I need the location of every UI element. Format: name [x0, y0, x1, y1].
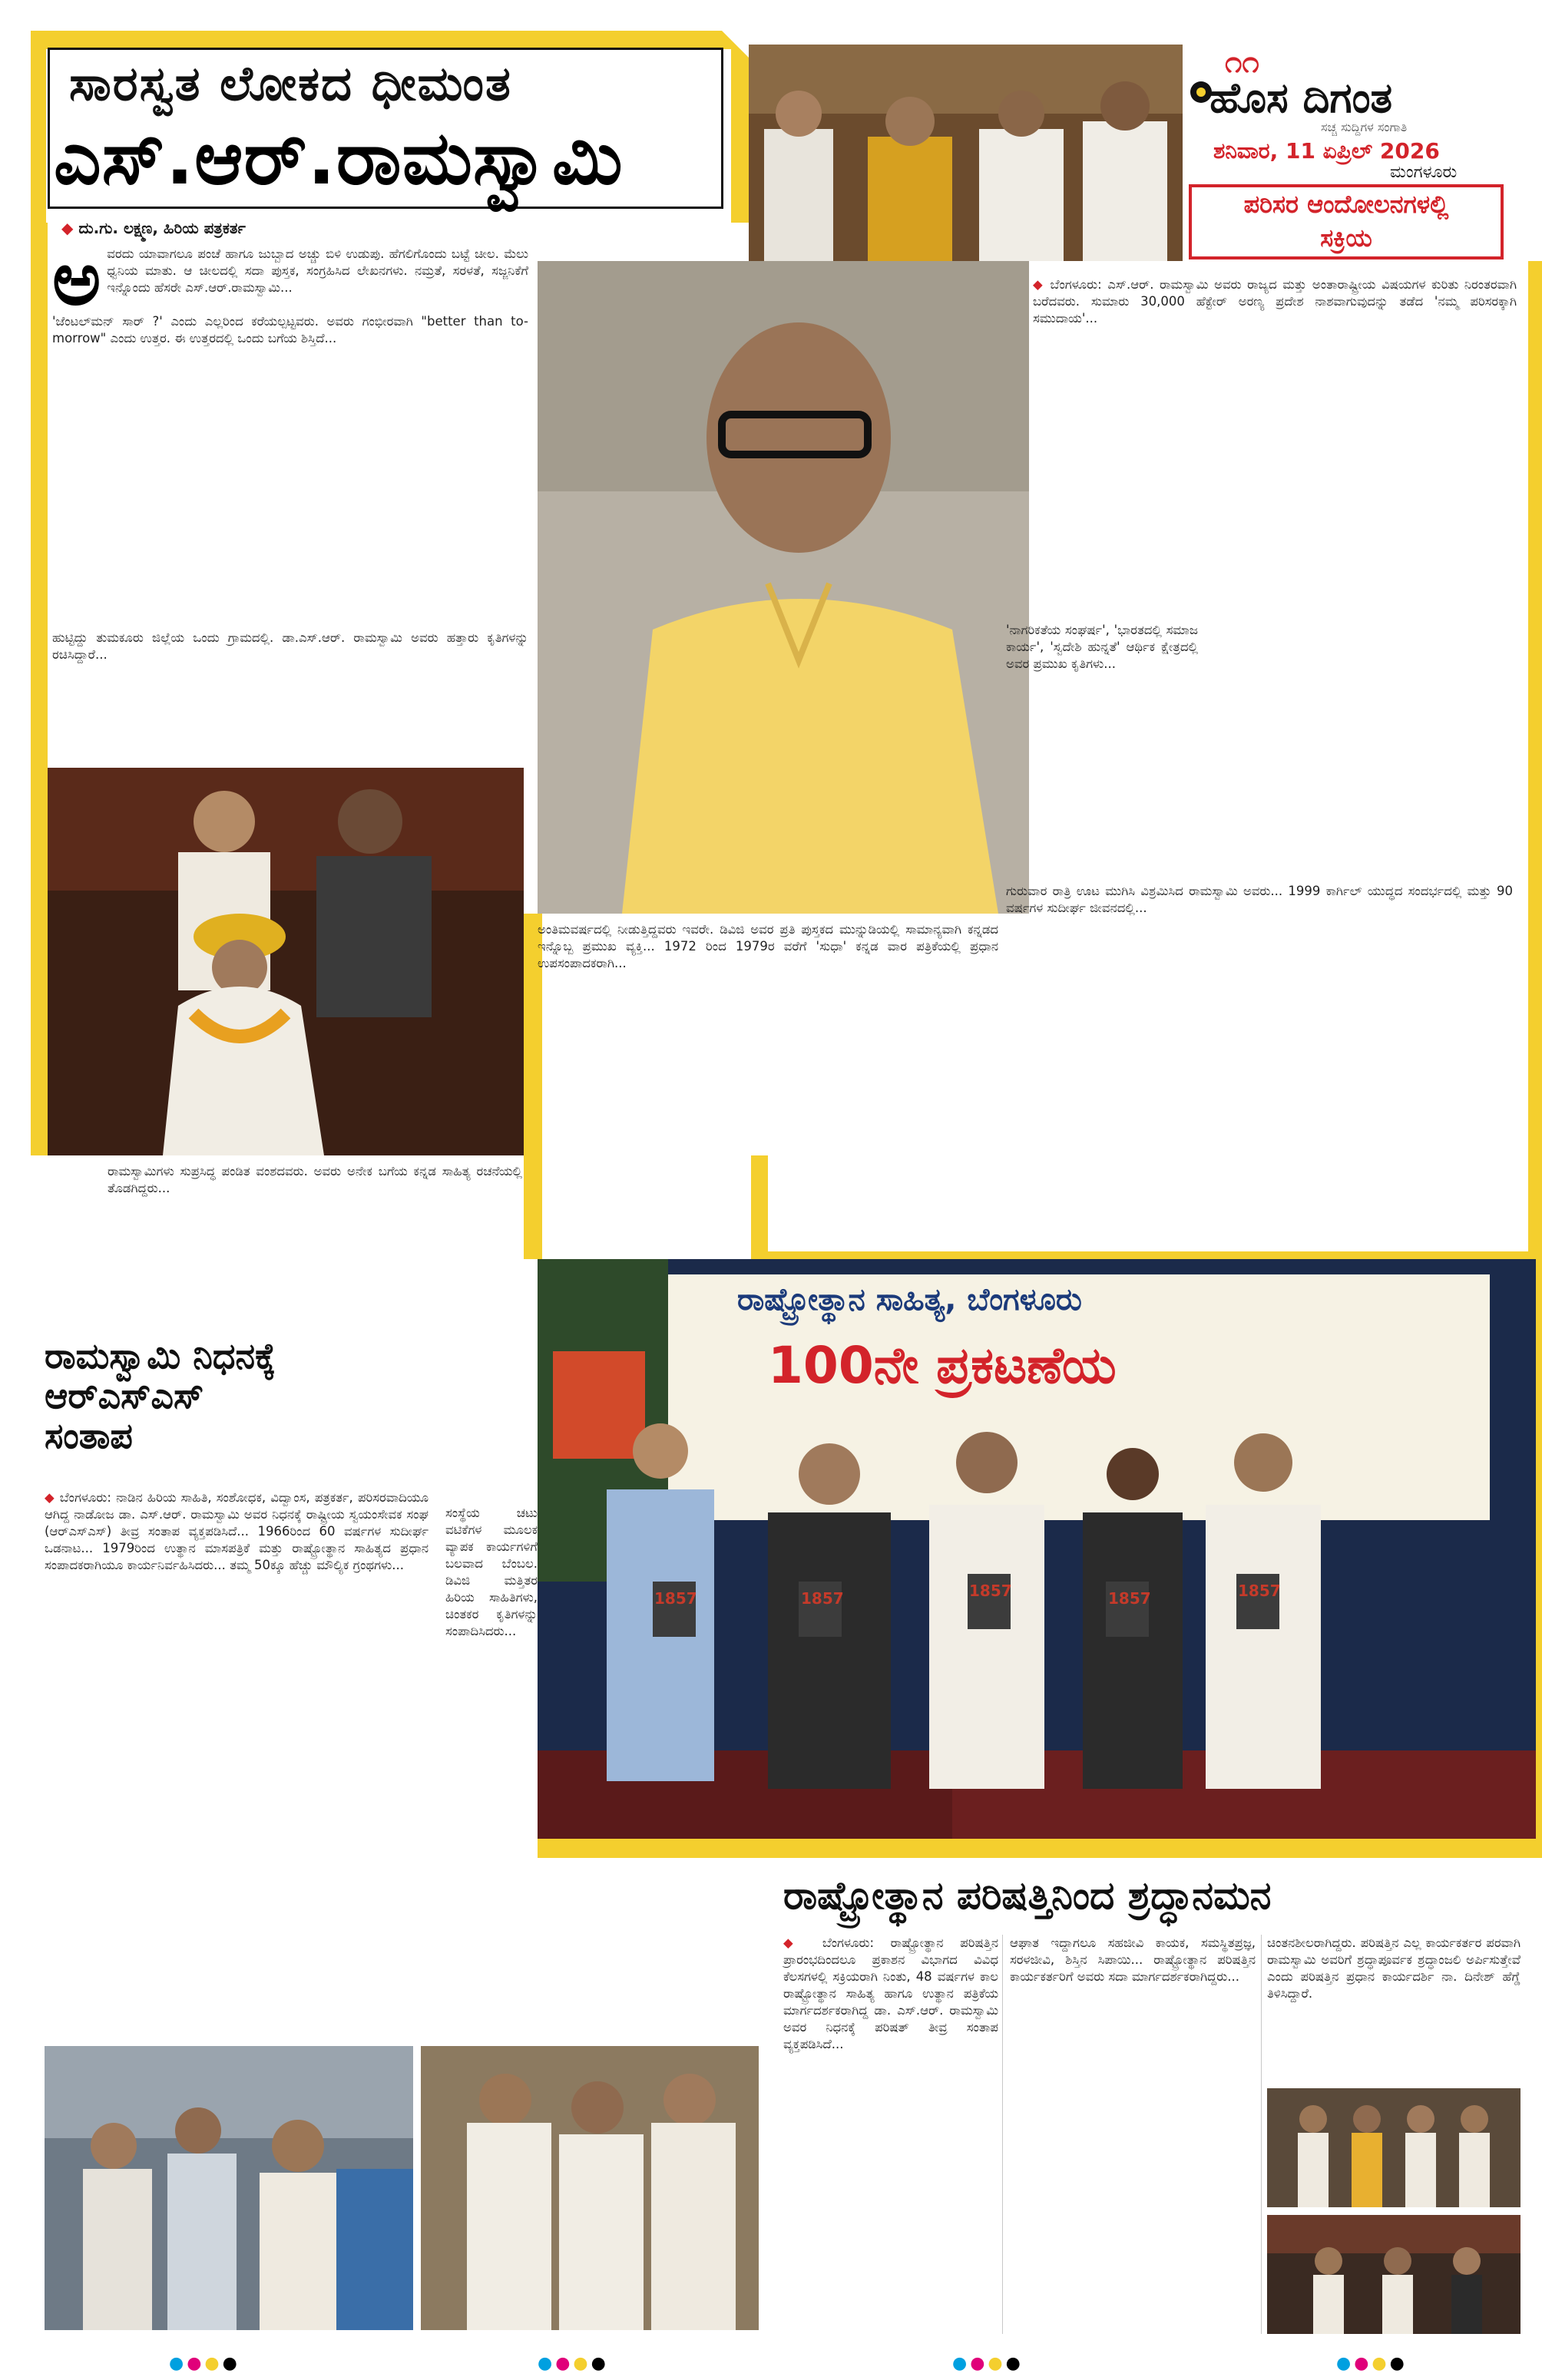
article-paragraph-6 [538, 921, 998, 1259]
banner-book-title-1: 1857 [654, 1589, 697, 1608]
article-paragraph-4 [1006, 622, 1198, 883]
section-tag-line-1: ಪರಿಸರ ಆಂದೋಲನಗಳಲ್ಲಿ [1243, 190, 1449, 219]
bullet-icon: ◆ [61, 219, 79, 237]
banner-book-title-3: 1857 [969, 1582, 1012, 1600]
banner-org-text: ರಾಷ್ಟ್ರೋತ್ಥಾನ ಸಾಹಿತ್ಯ, ಬೆಂಗಳೂರು [737, 1282, 1082, 1317]
article-p6-text: ಬೆಂಗಳೂರು: ಎಸ್.ಆರ್. ರಾಮಸ್ವಾಮಿ ಅವರು ರಾಜ್ಯದ ಮತ್ತು ಅಂತಾರಾಷ್ಟ್ರೀಯ ವಿಷಯಗಳ ಕುರಿತು ನಿರಂತರವಾಗಿ ಬರೆದವರು. ಸುಮಾರು 30,000 ಹೆಕ್ಟೇರ್ ಅರಣ್ಯ ಪ್ರದೇಶ ನಾಶವಾಗುವುದನ್ನು ತಡೆದ 'ನಮ್ಮ ಪರಿಸರಕ್ಕಾಗಿ ಸಮುದಾಯ'... [1033, 277, 1517, 326]
registration-marks: ●●●● [538, 2354, 609, 2373]
section-tag-line-2: ಸಕ್ರಿಯ [1320, 223, 1372, 253]
column-divider [1261, 1935, 1262, 2334]
registration-marks: ●●●● [169, 2354, 240, 2373]
rashtrotthana-heading: ರಾಷ್ಟ್ರೋತ್ಥಾನ ಪರಿಷತ್ತಿನಿಂದ ಶ್ರದ್ಧಾನಮನ [783, 1873, 1272, 1918]
rss-body [45, 1489, 429, 2042]
edition-city: ಮಂಗಳೂರು [1390, 163, 1458, 182]
rss-body-text: ಬೆಂಗಳೂರು: ನಾಡಿನ ಹಿರಿಯ ಸಾಹಿತಿ, ಸಂಶೋಧಕ, ವಿದ್ವಾಂಸ, ಪತ್ರಕರ್ತ, ಪರಿಸರವಾದಿಯೂ ಆಗಿದ್ದ ನಾಡೋಜ ಡಾ. ಎಸ್.ಆರ್. ರಾಮಸ್ವಾಮಿ ಅವರ ನಿಧನಕ್ಕೆ ರಾಷ್ಟ್ರೀಯ ಸ್ವಯಂಸೇವಕ ಸಂಘ (ಆರ್‌ಎಸ್‌ಎಸ್) ತೀವ್ರ ಸಂತಾಪ ವ್ಯಕ್ತಪಡಿಸಿದೆ... 1966ರಿಂದ 60 ವರ್ಷಗಳ ಸುದೀರ್ಘ ಒಡನಾಟ... 1979ರಿಂದ ಉತ್ಥಾನ ಮಾಸಪತ್ರಿಕೆ ಮತ್ತು ರಾಷ್ಟ್ರೋತ್ಥಾನ ಸಾಹಿತ್ಯದ ಪ್ರಧಾನ ಸಂಪಾದಕರಾಗಿಯೂ ಕಾರ್ಯನಿರ್ವಹಿಸಿದರು... ತಮ್ಮ 50ಕ್ಕೂ ಹೆಚ್ಚು ಮೌಲ್ಯಿಕ ಗ್ರಂಥಗಳು... [45, 1490, 429, 1572]
registration-marks: ●●●● [952, 2354, 1024, 2373]
article-p5-text: ಅಂತಿಮವರ್ಷದಲ್ಲಿ ನೀಡುತ್ತಿದ್ದವರು ಇವರೇ. ಡಿವಿಜಿ ಅವರ ಪ್ರತಿ ಪುಸ್ತಕದ ಮುನ್ನುಡಿಯಲ್ಲಿ ಸಾಮಾನ್ಯವಾಗಿ ಕನ್ನಡದ ಇನ್ನೊಬ್ಬ ಪ್ರಮುಖ ವ್ಯಕ್ತಿ... 1972 ರಿಂದ 1979ರ ವರೆಗೆ 'ಸುಧಾ' ಕನ್ನಡ ವಾರ ಪತ್ರಿಕೆಯಲ್ಲಿ ಪ್ರಧಾನ ಉಪಸಂಪಾದಕರಾಗಿ... [538, 922, 998, 970]
masthead-title: ಹೊಸ ದಿಗಂತ [1209, 74, 1393, 122]
photo-bottom-standing [421, 2046, 759, 2330]
article-p1-text: ವರದು ಯಾವಾಗಲೂ ಪಂಚೆ ಹಾಗೂ ಜುಬ್ಬಾದ ಅಚ್ಚು ಬಿಳಿ ಉಡುಪು. ಹೆಗಲಿಗೊಂದು ಬಟ್ಟೆ ಚೀಲ. ಮೆಲು ಧ್ವನಿಯ ಮಾತು. ಆ ಚೀಲದಲ್ಲಿ ಸದಾ ಪುಸ್ತಕ, ಸಂಗ್ರಹಿಸಿದ ಲೇಖನಗಳು. ನಮ್ರತೆ, ಸರಳತೆ, ಸಜ್ಜನಿಕೆಗೆ ಇನ್ನೊಂದು ಹೆಸರೇ ಎಸ್.ಆರ್.ರಾಮಸ್ವಾಮಿ... [107, 246, 528, 295]
article-p3-text: ಹುಟ್ಟಿದ್ದು ತುಮಕೂರು ಜಿಲ್ಲೆಯ ಒಂದು ಗ್ರಾಮದಲ್ಲಿ. ಡಾ.ಎಸ್.ಆರ್. ರಾಮಸ್ವಾಮಿ ಅವರು ಹತ್ತಾರು ಕೃತಿಗಳನ್ನು ರಚಿಸಿದ್ದಾರೆ... [52, 630, 528, 662]
article-paragraph-3 [1033, 276, 1517, 614]
headline-line-2: ಎಸ್.ಆರ್.ರಾಮಸ್ವಾಮಿ [54, 115, 624, 201]
article-paragraph-1 [52, 236, 528, 630]
registration-marks: ●●●● [1336, 2354, 1408, 2373]
article-paragraph-2 [52, 630, 528, 760]
photo-portrait [538, 261, 1029, 914]
rss-heading: ರಾಮಸ್ವಾಮಿ ನಿಧನಕ್ಕೆ ಆರ್‌ಎಸ್‌ಎಸ್ ಸಂತಾಪ [45, 1335, 276, 1456]
rashtrotthana-col3-text: ಚಿಂತನಶೀಲರಾಗಿದ್ದರು. ಪರಿಷತ್ತಿನ ಎಲ್ಲ ಕಾರ್ಯಕರ್ತರ ಪರವಾಗಿ ರಾಮಸ್ವಾಮಿ ಅವರಿಗೆ ಶ್ರದ್ಧಾಪೂರ್ವಕ ಶ್ರದ್ಧಾಂಜಲಿ ಅರ್ಪಿಸುತ್ತೇವೆ ಎಂದು ಪರಿಷತ್ತಿನ ಪ್ರಧಾನ ಕಾರ್ಯದರ್ಶಿ ನಾ. ದಿನೇಶ್ ಹೆಗ್ಡೆ ತಿಳಿಸಿದ್ದಾರೆ. [1267, 1935, 1520, 2001]
banner-main-text: 100ನೇ ಪ್ರಕಟಣೆಯ [768, 1336, 1117, 1395]
rashtrotthana-col-2 [1010, 1935, 1256, 2334]
photo-top-group [749, 45, 1183, 261]
article-p8-text: ಗುರುವಾರ ರಾತ್ರಿ ಊಟ ಮುಗಿಸಿ ವಿಶ್ರಮಿಸಿದ ರಾಮಸ್ವಾಮಿ ಅವರು... 1999 ಕಾರ್ಗಿಲ್ ಯುದ್ಧದ ಸಂದರ್ಭದಲ್ಲಿ ಮತ್ತು 90 ವರ್ಷಗಳ ಸುದೀರ್ಘ ಜೀವನದಲ್ಲಿ... [1006, 884, 1513, 915]
photo-felicitation [48, 768, 524, 1155]
rashtrotthana-col2-text: ಆಘಾತ ಇದ್ದಾಗಲೂ ಸಹಜೀವಿ ಕಾಯಕ, ಸಮಸ್ಥಿತಪ್ರಜ್ಞ, ಸರಳಜೀವಿ, ಶಿಸ್ತಿನ ಸಿಪಾಯಿ... ರಾಷ್ಟ್ರೋತ್ಥಾನ ಪರಿಷತ್ತಿನ ಕಾರ್ಯಕರ್ತರಿಗೆ ಅವರು ಸದಾ ಮಾರ್ಗದರ್ಶಕರಾಗಿದ್ದರು... [1010, 1935, 1256, 1984]
banner-book-title-5: 1857 [1238, 1582, 1281, 1600]
rashtrotthana-col1-text: ಬೆಂಗಳೂರು: ರಾಷ್ಟ್ರೋತ್ಥಾನ ಪರಿಷತ್ತಿನ ಪ್ರಾರಂಭದಿಂದಲೂ ಪ್ರಕಾಶನ ವಿಭಾಗದ ವಿವಿಧ ಕೆಲಸಗಳಲ್ಲಿ ಸಕ್ರಿಯರಾಗಿ ನಿಂತು, 48 ವರ್ಷಗಳ ಕಾಲ ರಾಷ್ಟ್ರೋತ್ಥಾನ ಸಾಹಿತ್ಯ ಹಾಗೂ ಉತ್ಥಾನ ಪತ್ರಿಕೆಯ ಮಾರ್ಗದರ್ಶಕರಾಗಿದ್ದ ಡಾ. ಎಸ್.ಆರ್. ರಾಮಸ್ವಾಮಿ ಅವರ ನಿಧನಕ್ಕೆ ಪರಿಷತ್ ತೀವ್ರ ಸಂತಾಪ ವ್ಯಕ್ತಪಡಿಸಿದೆ... [783, 1935, 998, 2051]
rashtrotthana-col-1 [783, 1935, 998, 2334]
masthead-tagline: ಸಚ್ಚ ಸುದ್ದಿಗಳ ಸಂಗಾತಿ [1321, 120, 1408, 134]
bullet-icon: ◆ [1033, 277, 1051, 292]
page-number: ೧೧ [1225, 45, 1259, 80]
article-paragraph-5 [1006, 883, 1513, 1244]
photo-bottom-right-1 [1267, 2088, 1520, 2207]
article-p4-text: ರಾಮಸ್ವಾಮಿಗಳು ಸುಪ್ರಸಿದ್ಧ ಪಂಡಿತ ವಂಶದವರು. ಅವರು ಅನೇಕ ಬಗೆಯ ಕನ್ನಡ ಸಾಹಿತ್ಯ ರಚನೆಯಲ್ಲಿ ತೊಡಗಿದ್ದರು... [108, 1164, 522, 1195]
rss-side-column [445, 1505, 538, 1843]
article-p7-text: 'ನಾಗರಿಕತೆಯ ಸಂಘರ್ಷ', 'ಭಾರತದಲ್ಲಿ ಸಮಾಜ ಕಾರ್ಯ', 'ಸ್ವದೇಶಿ ಹುನ್ನತೆ' ಆರ್ಥಿಕ ಕ್ಷೇತ್ರದಲ್ಲಿ ಅವರ ಪ್ರಮುಖ ಕೃತಿಗಳು... [1006, 623, 1198, 671]
photo-bottom-right-2 [1267, 2215, 1520, 2334]
byline [61, 219, 246, 237]
article-p2-text: 'ಜೆಂಟಲ್‌ಮನ್ ಸಾರ್ ?' ಎಂದು ಎಲ್ಲರಿಂದ ಕರೆಯಲ್ಪಟ್ಟವರು. ಅವರು ಗಂಭೀರವಾಗಿ "better than to-morrow" ಎಂದು ಉತ್ತರ. ಈ ಉತ್ತರದಲ್ಲಿ ಒಂದು ಬಗೆಯ ಶಿಸ್ತಿದೆ... [52, 314, 528, 345]
banner-book-title-4: 1857 [1108, 1589, 1151, 1608]
rashtrotthana-col-3 [1267, 1935, 1520, 2088]
section-tag-box [1189, 184, 1504, 259]
bullet-icon: ◆ [783, 1935, 822, 1950]
byline-text: ದು.ಗು. ಲಕ್ಷ್ಮಣ, ಹಿರಿಯ ಪತ್ರಕರ್ತ [78, 219, 246, 237]
headline-line-1: ಸಾರಸ್ವತ ಲೋಕದ ಧೀಮಂತ [69, 55, 512, 111]
issue-date: ಶನಿವಾರ, 11 ಏಪ್ರಿಲ್ 2026 [1213, 138, 1440, 164]
photo-bottom-audience [45, 2046, 413, 2330]
bullet-icon: ◆ [45, 1490, 60, 1505]
column-divider [1002, 1935, 1003, 2334]
rss-side-text: ಸಂಸ್ಥೆಯ ಚಟು ವಟಿಕೆಗಳ ಮೂಲಕ ವ್ಯಾಪಕ ಕಾರ್ಯಗಳಿಗೆ ಬಲವಾದ ಬೆಂಬಲ. ಡಿವಿಜಿ ಮತ್ತಿತರ ಹಿರಿಯ ಸಾಹಿತಿಗಳು, ಚಿಂತಕರ ಕೃತಿಗಳನ್ನು ಸಂಪಾದಿಸಿದರು... [445, 1506, 538, 1638]
banner-book-title-2: 1857 [801, 1589, 844, 1608]
dropcap: ಅ [52, 236, 101, 322]
